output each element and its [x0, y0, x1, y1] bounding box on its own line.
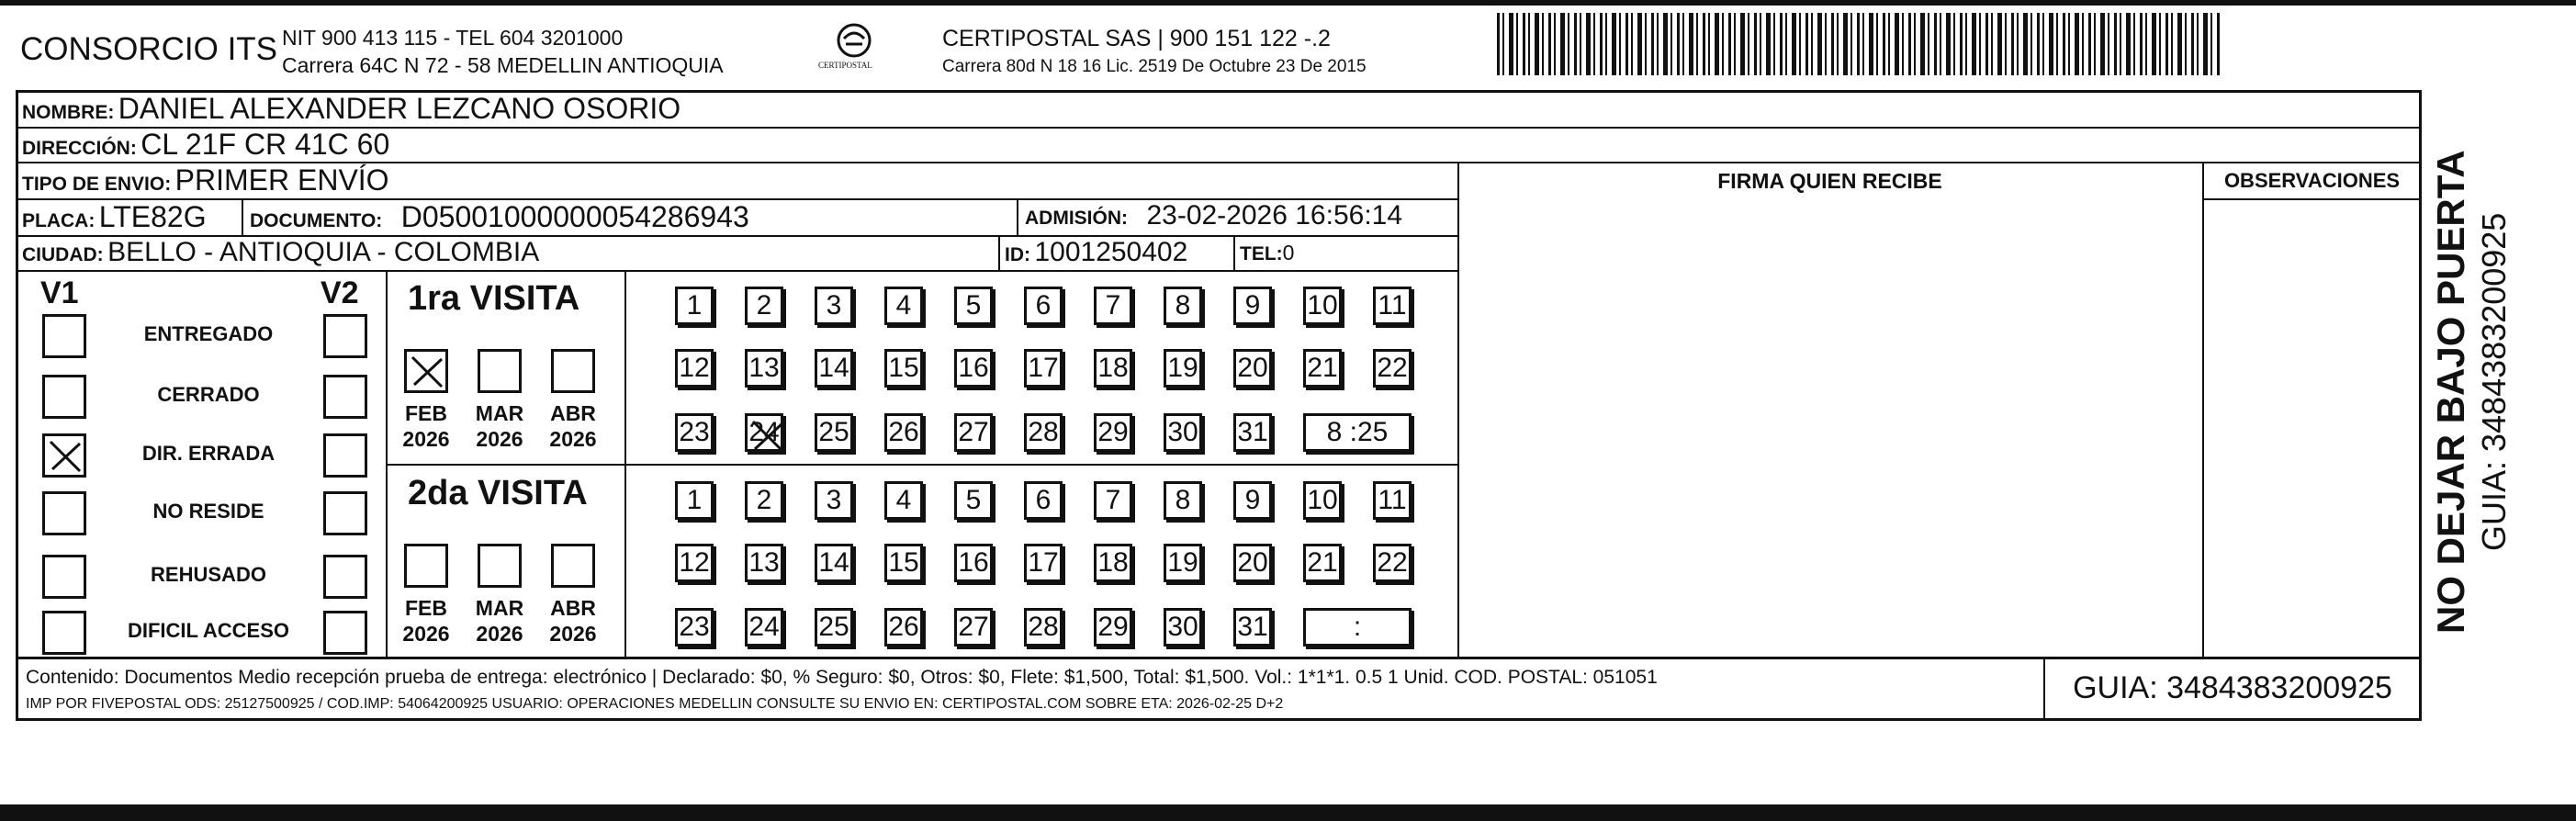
- year-label: 2026: [476, 427, 523, 451]
- row-line: [2202, 198, 2422, 200]
- ciudad-value: BELLO - ANTIOQUIA - COLOMBIA: [107, 237, 540, 267]
- visit-title: 1ra VISITA: [408, 279, 580, 318]
- day-box[interactable]: 29: [1094, 413, 1132, 452]
- year-label: 2026: [476, 622, 523, 646]
- day-box[interactable]: 24: [745, 413, 783, 452]
- admision-value: 23-02-2026 16:56:14: [1146, 200, 1403, 231]
- month-label: FEB: [405, 596, 447, 620]
- year-label: 2026: [549, 622, 597, 646]
- day-box[interactable]: 30: [1164, 413, 1202, 452]
- day-box[interactable]: 13: [745, 349, 783, 388]
- month-checkbox[interactable]: [478, 544, 522, 588]
- company-nit: NIT 900 413 115 - TEL 604 3201000: [282, 26, 624, 50]
- reason-label: ENTREGADO: [143, 322, 274, 345]
- col-line: [386, 270, 388, 657]
- day-box[interactable]: 31: [1233, 608, 1272, 647]
- day-box[interactable]: 22: [1373, 544, 1412, 582]
- v2-checkbox[interactable]: [323, 611, 367, 655]
- admision-label: ADMISIÓN:: [1025, 208, 1128, 229]
- day-box[interactable]: 9: [1233, 481, 1272, 520]
- month-label: ABR: [550, 596, 596, 620]
- direccion-row: [22, 128, 389, 162]
- reason-label: CERRADO: [157, 383, 260, 406]
- no-dejar-bajo-puerta: NO DEJAR BAJO PUERTA: [2429, 150, 2472, 634]
- month-label: ABR: [550, 401, 596, 425]
- day-box[interactable]: 24: [745, 608, 783, 647]
- day-box[interactable]: 16: [954, 349, 993, 388]
- day-box[interactable]: 6: [1024, 287, 1063, 325]
- day-box[interactable]: 3: [815, 481, 853, 520]
- day-box[interactable]: 25: [815, 608, 853, 647]
- company-address: Carrera 64C N 72 - 58 MEDELLIN ANTIOQUIA: [282, 53, 724, 77]
- nombre-value: DANIEL ALEXANDER LEZCANO OSORIO: [118, 92, 681, 125]
- id-label: ID:: [1005, 244, 1030, 265]
- time-box[interactable]: 8 :25: [1303, 413, 1412, 452]
- day-box[interactable]: 17: [1024, 349, 1063, 388]
- day-box[interactable]: 13: [745, 544, 783, 582]
- certipostal-logo: [818, 18, 886, 83]
- documento-value: D05001000000054286943: [400, 200, 749, 233]
- v2-checkbox[interactable]: [323, 433, 367, 478]
- day-box[interactable]: 29: [1094, 608, 1132, 647]
- day-box[interactable]: 27: [954, 608, 993, 647]
- id-value: 1001250402: [1034, 237, 1188, 267]
- day-box[interactable]: 11: [1373, 481, 1412, 520]
- col-line: [998, 235, 1000, 270]
- v1-checkbox[interactable]: [42, 555, 86, 599]
- month-checkbox[interactable]: [404, 349, 448, 393]
- nombre-label: NOMBRE:: [22, 102, 115, 123]
- day-box[interactable]: 11: [1373, 287, 1412, 325]
- reason-label: DIR. ERRADA: [141, 442, 276, 465]
- tel-label: TEL:: [1240, 243, 1283, 264]
- page-top-border: [0, 0, 2576, 6]
- year-label: 2026: [549, 427, 597, 451]
- day-box[interactable]: 31: [1233, 413, 1272, 452]
- day-box[interactable]: 1: [675, 287, 714, 325]
- day-box[interactable]: 7: [1094, 481, 1132, 520]
- reason-label: NO RESIDE: [152, 500, 264, 523]
- month-checkbox[interactable]: [551, 349, 595, 393]
- direccion-value: CL 21F CR 41C 60: [141, 128, 390, 161]
- observaciones-header: OBSERVACIONES: [2223, 169, 2401, 192]
- placa-row: [22, 200, 207, 234]
- v1-checkbox[interactable]: [42, 375, 86, 419]
- footer-guia: GUIA: 3484383200925: [2073, 670, 2392, 705]
- id-row: [1005, 237, 1187, 268]
- day-box[interactable]: 1: [675, 481, 714, 520]
- page-bottom-border: [0, 804, 2576, 821]
- tel-value: 0: [1282, 241, 1295, 264]
- row-line: [386, 464, 1457, 466]
- reason-label: REHUSADO: [151, 563, 266, 586]
- col-line: [2202, 162, 2204, 658]
- v2-label: V2: [321, 276, 359, 310]
- v2-checkbox[interactable]: [323, 555, 367, 599]
- nombre-row: [22, 92, 681, 126]
- day-box[interactable]: 2: [745, 481, 783, 520]
- day-box[interactable]: 5: [954, 481, 993, 520]
- row-line: [16, 657, 2422, 659]
- day-box[interactable]: 8: [1164, 481, 1202, 520]
- year-label: 2026: [402, 427, 450, 451]
- day-box[interactable]: 23: [675, 608, 714, 647]
- ciudad-row: [22, 237, 539, 268]
- col-line: [1457, 162, 1459, 658]
- footer-line-1: Contenido: Documentos Medio recepción prueba de entrega: electrónico | Declarado: $0, % Seguro: $0, Otros: $0, Flete: $1,500, Total: $1,500. Vol.: 1*1*1. 0.5 1 Unid. COD. POSTAL: 051051: [26, 667, 1658, 688]
- v2-checkbox[interactable]: [323, 491, 367, 535]
- day-box[interactable]: 22: [1373, 349, 1412, 388]
- col-line: [1017, 198, 1018, 235]
- month-checkbox[interactable]: [404, 544, 448, 588]
- day-box[interactable]: 9: [1233, 287, 1272, 325]
- admision-row: [1025, 200, 1402, 231]
- month-label: MAR: [475, 596, 524, 620]
- logo-text: CERTIPOSTAL: [818, 61, 872, 70]
- day-box[interactable]: 16: [954, 544, 993, 582]
- day-box[interactable]: 21: [1303, 544, 1342, 582]
- day-box[interactable]: 14: [815, 349, 853, 388]
- month-label: MAR: [475, 401, 524, 425]
- day-box[interactable]: 26: [884, 608, 923, 647]
- footer-line-2: IMP POR FIVEPOSTAL ODS: 25127500925 / COD.IMP: 54064200925 USUARIO: OPERACIONES MEDELLIN CONSULTE SU ENVIO EN: CERTIPOSTAL.COM SOBRE ETA: 2026-02-25 D+2: [26, 696, 1284, 712]
- day-box[interactable]: 3: [815, 287, 853, 325]
- day-box[interactable]: 20: [1233, 349, 1272, 388]
- day-box[interactable]: 18: [1094, 544, 1132, 582]
- day-box[interactable]: 30: [1164, 608, 1202, 647]
- day-box[interactable]: 26: [884, 413, 923, 452]
- day-box[interactable]: 20: [1233, 544, 1272, 582]
- documento-label: DOCUMENTO:: [250, 210, 383, 231]
- company-name: CONSORCIO ITS: [20, 31, 278, 67]
- carrier-address: Carrera 80d N 18 16 Lic. 2519 De Octubre 23 De 2015: [942, 57, 1367, 76]
- v1-checkbox[interactable]: [42, 611, 86, 655]
- day-box[interactable]: 12: [675, 544, 714, 582]
- side-guia: GUIA: 3484383200925: [2475, 212, 2513, 551]
- day-box[interactable]: 12: [675, 349, 714, 388]
- day-box[interactable]: 17: [1024, 544, 1063, 582]
- day-box[interactable]: 8: [1164, 287, 1202, 325]
- row-line: [16, 270, 1457, 272]
- v1-checkbox[interactable]: [42, 314, 86, 358]
- firma-area[interactable]: [1460, 201, 2200, 655]
- day-box[interactable]: 19: [1164, 544, 1202, 582]
- day-box[interactable]: 6: [1024, 481, 1063, 520]
- day-box[interactable]: 18: [1094, 349, 1132, 388]
- day-box[interactable]: 15: [884, 544, 923, 582]
- year-label: 2026: [402, 622, 450, 646]
- tipo-label: TIPO DE ENVIO:: [22, 174, 172, 195]
- day-box[interactable]: 28: [1024, 608, 1063, 647]
- tel-row: [1240, 241, 1294, 265]
- v1-checkbox[interactable]: [42, 433, 86, 478]
- firma-header: FIRMA QUIEN RECIBE: [1717, 169, 1942, 193]
- v1-checkbox[interactable]: [42, 491, 86, 535]
- placa-value: LTE82G: [98, 200, 207, 233]
- v2-checkbox[interactable]: [323, 314, 367, 358]
- v1-label: V1: [40, 276, 79, 310]
- col-line: [242, 198, 243, 235]
- barcode: [1497, 13, 2222, 75]
- placa-label: PLACA:: [22, 210, 96, 231]
- carrier-name: CERTIPOSTAL SAS | 900 151 122 -.2: [942, 26, 1331, 51]
- day-box[interactable]: 10: [1303, 287, 1342, 325]
- day-box[interactable]: 27: [954, 413, 993, 452]
- col-line: [1233, 235, 1235, 270]
- day-box[interactable]: 7: [1094, 287, 1132, 325]
- direccion-label: DIRECCIÓN:: [22, 138, 137, 159]
- day-box[interactable]: 4: [884, 287, 923, 325]
- day-box[interactable]: 14: [815, 544, 853, 582]
- day-box[interactable]: 28: [1024, 413, 1063, 452]
- month-checkbox[interactable]: [551, 544, 595, 588]
- day-box[interactable]: 23: [675, 413, 714, 452]
- month-checkbox[interactable]: [478, 349, 522, 393]
- tipo-row: [22, 163, 389, 197]
- col-line: [624, 270, 626, 657]
- day-box[interactable]: 25: [815, 413, 853, 452]
- time-box[interactable]: :: [1303, 608, 1412, 647]
- day-box[interactable]: 5: [954, 287, 993, 325]
- observaciones-area[interactable]: [2205, 201, 2420, 655]
- day-box[interactable]: 15: [884, 349, 923, 388]
- day-box[interactable]: 10: [1303, 481, 1342, 520]
- day-box[interactable]: 2: [745, 287, 783, 325]
- v2-checkbox[interactable]: [323, 375, 367, 419]
- ciudad-label: CIUDAD:: [22, 244, 104, 265]
- tipo-value: PRIMER ENVÍO: [174, 163, 389, 197]
- day-box[interactable]: 21: [1303, 349, 1342, 388]
- day-box[interactable]: 19: [1164, 349, 1202, 388]
- documento-row: [250, 200, 749, 234]
- reason-label: DIFICIL ACCESO: [127, 619, 289, 642]
- month-label: FEB: [405, 401, 447, 425]
- visit-title: 2da VISITA: [408, 474, 588, 512]
- day-box[interactable]: 4: [884, 481, 923, 520]
